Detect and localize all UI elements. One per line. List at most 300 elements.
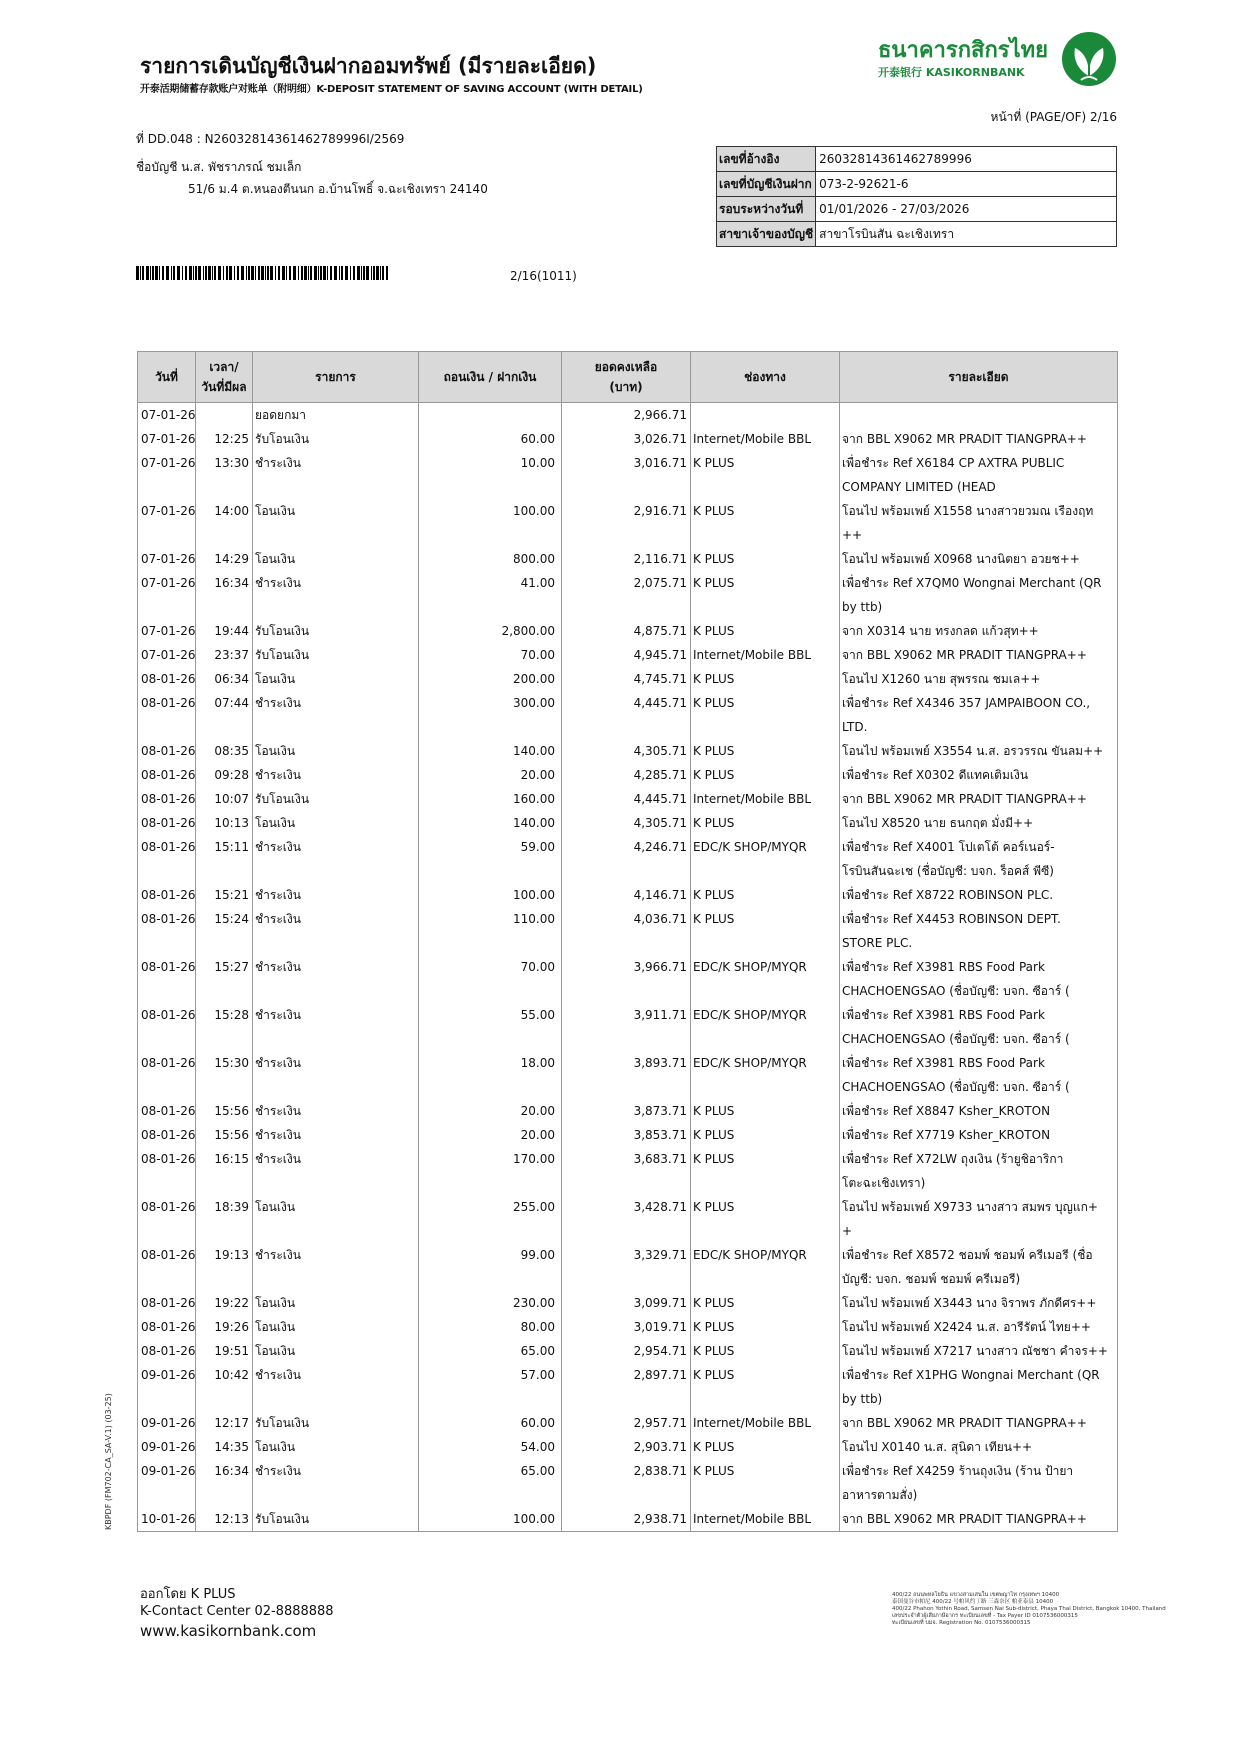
cell-type: รับโอนเงิน [253,1411,419,1435]
cell-channel: K PLUS [691,499,840,547]
cell-date: 08-01-26 [138,883,196,907]
cell-balance: 3,016.71 [562,451,691,499]
barcode-bar [327,266,328,280]
cell-balance: 2,954.71 [562,1339,691,1363]
cell-channel: K PLUS [691,1195,840,1243]
cell-type: โอนเงิน [253,739,419,763]
cell-type: รับโอนเงิน [253,787,419,811]
cell-detail: จาก BBL X9062 MR PRADIT TIANGPRA++ [840,1411,1118,1435]
cell-time: 18:39 [196,1195,253,1243]
cell-balance: 4,305.71 [562,811,691,835]
cell-balance: 4,246.71 [562,835,691,883]
cell-channel: K PLUS [691,811,840,835]
cell-amount: 70.00 [419,643,562,667]
barcode-bar [212,266,213,280]
cell-balance: 4,445.71 [562,787,691,811]
info-label: สาขาเจ้าของบัญชี [717,222,816,247]
table-row [138,907,1118,955]
info-label: เลขที่บัญชีเงินฝาก [717,172,816,197]
contact-center: K-Contact Center 02-8888888 [140,1604,334,1619]
cell-time: 19:13 [196,1243,253,1291]
cell-amount: 59.00 [419,835,562,883]
cell-detail: เพื่อชำระ Ref X7QM0 Wongnai Merchant (QR by ttb) [840,571,1118,619]
barcode-bar [282,266,285,280]
barcode-bar [195,266,197,280]
cell-time: 19:44 [196,619,253,643]
column-header: ช่องทาง [691,352,840,403]
cell-balance: 3,853.71 [562,1123,691,1147]
barcode-bar [218,266,221,280]
address-line: 400/22 Phahon Yothin Road, Samsen Nai Sub-district, Phaya Thai District, Bangkok 10400, Thailand [892,1606,1166,1612]
cell-time: 12:17 [196,1411,253,1435]
table-row [138,1243,1118,1291]
cell-amount: 140.00 [419,811,562,835]
barcode-bar [308,266,309,280]
cell-type: โอนเงิน [253,811,419,835]
cell-detail: โอนไป X1260 นาย สุพรรณ ชมเล++ [840,667,1118,691]
cell-detail: จาก BBL X9062 MR PRADIT TIANGPRA++ [840,1507,1118,1532]
table-row [138,1147,1118,1195]
cell-type: ชำระเงิน [253,1123,419,1147]
cell-channel: K PLUS [691,619,840,643]
barcode-bar [320,266,322,280]
info-value: สาขาโรบินสัน ฉะเชิงเทรา [816,222,1117,247]
cell-detail: เพื่อชำระ Ref X8722 ROBINSON PLC. [840,883,1118,907]
cell-channel: EDC/K SHOP/MYQR [691,835,840,883]
cell-time: 10:07 [196,787,253,811]
barcode-bar [171,266,172,280]
cell-detail: เพื่อชำระ Ref X4453 ROBINSON DEPT. STORE PLC. [840,907,1118,955]
barcode-bar [136,266,139,280]
cell-date: 08-01-26 [138,1195,196,1243]
cell-detail: เพื่อชำระ Ref X3981 RBS Food Park CHACHOENGSAO (ชื่อบัญชี: บจก. ซีอาร์ ( [840,955,1118,1003]
cell-amount: 55.00 [419,1003,562,1051]
barcode-bar [341,266,343,280]
cell-type: โอนเงิน [253,1291,419,1315]
table-row [138,1339,1118,1363]
cell-amount: 18.00 [419,1051,562,1099]
cell-balance: 3,893.71 [562,1051,691,1099]
cell-type: ชำระเงิน [253,907,419,955]
cell-channel: Internet/Mobile BBL [691,1411,840,1435]
cell-amount: 60.00 [419,1411,562,1435]
cell-amount: 65.00 [419,1459,562,1507]
cell-detail: เพื่อชำระ Ref X6184 CP AXTRA PUBLIC COMPANY LIMITED (HEAD [840,451,1118,499]
cell-amount: 255.00 [419,1195,562,1243]
barcode-bar [363,266,365,280]
cell-channel: Internet/Mobile BBL [691,787,840,811]
barcode-bar [208,266,211,280]
address-line: 400/22 ถนนพหลโยธิน แขวงสามเสนใน เขตพญาไท กรุงเทพฯ 10400 [892,1592,1060,1598]
cell-time: 10:13 [196,811,253,835]
cell-amount: 80.00 [419,1315,562,1339]
cell-date: 08-01-26 [138,691,196,739]
cell-balance: 3,428.71 [562,1195,691,1243]
kasikorn-leaf-icon [1060,30,1118,88]
address-line: 泰国曼谷市帕尼 400/22 号帕风约丁路 三森奈区 帕亚泰县 10400 [892,1599,1054,1605]
info-row [717,197,1117,222]
barcode-bar [301,266,303,280]
account-name: ชื่อบัญชี น.ส. พัชราภรณ์ ชมเล็ก [136,160,302,174]
barcode-bar [241,266,244,280]
cell-channel: K PLUS [691,907,840,955]
cell-date: 08-01-26 [138,955,196,1003]
barcode-bar [159,266,160,280]
cell-amount: 57.00 [419,1363,562,1411]
cell-detail: จาก X0314 นาย ทรงกลด แก้วสุท++ [840,619,1118,643]
cell-time: 15:56 [196,1099,253,1123]
cell-detail: โอนไป X0140 น.ส. สุนิดา เทียน++ [840,1435,1118,1459]
barcode-bar [205,266,207,280]
cell-date: 09-01-26 [138,1459,196,1507]
barcode-bar [345,266,348,280]
cell-date: 08-01-26 [138,1147,196,1195]
table-row [138,1435,1118,1459]
cell-balance: 2,116.71 [562,547,691,571]
cell-amount: 110.00 [419,907,562,955]
cell-amount: 800.00 [419,547,562,571]
table-row [138,547,1118,571]
barcode-bar [177,266,180,280]
barcode-bar [248,266,250,280]
cell-detail: โอนไป พร้อมเพย์ X3443 นาง จิราพร ภักดีศร++ [840,1291,1118,1315]
cell-time: 09:28 [196,763,253,787]
cell-channel: K PLUS [691,571,840,619]
cell-detail: โอนไป พร้อมเพย์ X2424 น.ส. อารีรัตน์ ไทย++ [840,1315,1118,1339]
table-row [138,763,1118,787]
info-value: 073-2-92621-6 [816,172,1117,197]
cell-channel: Internet/Mobile BBL [691,427,840,451]
cell-channel: K PLUS [691,1123,840,1147]
cell-time: 06:34 [196,667,253,691]
cell-date: 08-01-26 [138,835,196,883]
cell-channel: K PLUS [691,739,840,763]
cell-date: 07-01-26 [138,571,196,619]
barcode-bar [366,266,369,280]
cell-channel: K PLUS [691,763,840,787]
barcode-bar [185,266,187,280]
cell-balance: 3,911.71 [562,1003,691,1051]
cell-balance: 2,957.71 [562,1411,691,1435]
cell-detail: เพื่อชำระ Ref X4259 ร้านถุงเงิน (ร้าน ป้ายา อาหารตามสั่ง) [840,1459,1118,1507]
column-header: ยอดคงเหลือ (บาท) [562,352,691,403]
cell-balance: 2,903.71 [562,1435,691,1459]
cell-detail: โอนไป พร้อมเพย์ X9733 นางสาว สมพร บุญแก+ + [840,1195,1118,1243]
cell-date: 08-01-26 [138,1003,196,1051]
barcode-bar [214,266,216,280]
cell-type: โอนเงิน [253,1339,419,1363]
cell-time: 15:27 [196,955,253,1003]
cell-type: ชำระเงิน [253,571,419,619]
cell-type: ชำระเงิน [253,955,419,1003]
cell-balance: 3,019.71 [562,1315,691,1339]
table-row [138,667,1118,691]
barcode-bar [229,266,232,280]
cell-date: 07-01-26 [138,451,196,499]
cell-channel: K PLUS [691,547,840,571]
table-row [138,1291,1118,1315]
cell-time: 12:13 [196,1507,253,1532]
footer-issuer [140,1586,334,1640]
barcode-bar [353,266,355,280]
table-row [138,1123,1118,1147]
column-header: เวลา/ วันที่มีผล [196,352,253,403]
cell-date: 08-01-26 [138,1339,196,1363]
cell-type: ชำระเงิน [253,1363,419,1411]
table-row [138,1363,1118,1411]
info-label: รอบระหว่างวันที่ [717,197,816,222]
info-label: เลขที่อ้างอิง [717,147,816,172]
barcode-text: 2/16(1011) [510,269,577,283]
cell-type: โอนเงิน [253,1195,419,1243]
cell-date: 08-01-26 [138,1315,196,1339]
barcode-bar [371,266,372,280]
cell-balance: 2,938.71 [562,1507,691,1532]
cell-detail: โอนไป พร้อมเพย์ X0968 นางนิตยา อวยช++ [840,547,1118,571]
cell-balance: 2,838.71 [562,1459,691,1507]
cell-channel: EDC/K SHOP/MYQR [691,1003,840,1051]
barcode-bar [258,266,260,280]
cell-amount: 100.00 [419,883,562,907]
cell-balance: 3,683.71 [562,1147,691,1195]
cell-channel: EDC/K SHOP/MYQR [691,1243,840,1291]
cell-channel: K PLUS [691,1363,840,1411]
cell-date: 08-01-26 [138,811,196,835]
barcode-bar [246,266,247,280]
address-line: ทะเบียนเลขที่ บมจ. Registration No. 0107536000315 [892,1620,1031,1626]
barcode-bar [386,266,388,280]
table-row [138,403,1118,428]
cell-balance: 2,075.71 [562,571,691,619]
cell-detail: เพื่อชำระ Ref X72LW ถุงเงิน (ร้ายูชิอาริกา โตะฉะเชิงเทรา) [840,1147,1118,1195]
cell-date: 08-01-26 [138,667,196,691]
cell-type: ยอดยกมา [253,403,419,428]
cell-date: 08-01-26 [138,1051,196,1099]
barcode-bar [173,266,175,280]
cell-type: ชำระเงิน [253,1003,419,1051]
table-row [138,1411,1118,1435]
barcode-bar [166,266,169,280]
cell-time: 16:34 [196,1459,253,1507]
cell-amount: 2,800.00 [419,619,562,643]
barcode-bar [140,266,141,280]
cell-detail: เพื่อชำระ Ref X3981 RBS Food Park CHACHOENGSAO (ชื่อบัญชี: บจก. ซีอาร์ ( [840,1051,1118,1099]
info-value: 260328143614627899​96 [816,147,1117,172]
cell-balance: 2,966.71 [562,403,691,428]
cell-time: 15:11 [196,835,253,883]
barcode-bar [261,266,264,280]
table-row [138,787,1118,811]
cell-time: 15:24 [196,907,253,955]
table-row [138,1507,1118,1532]
cell-time: 14:00 [196,499,253,547]
cell-channel: EDC/K SHOP/MYQR [691,955,840,1003]
barcode-bar [189,266,192,280]
cell-detail: เพื่อชำระ Ref X3981 RBS Food Park CHACHOENGSAO (ชื่อบัญชี: บจก. ซีอาร์ ( [840,1003,1118,1051]
barcode-bar [234,266,235,280]
cell-amount: 60.00 [419,427,562,451]
cell-balance: 4,036.71 [562,907,691,955]
cell-time: 07:44 [196,691,253,739]
barcode-bar [310,266,312,280]
barcode-bar [289,266,291,280]
issued-by: ออกโดย K PLUS [140,1587,236,1602]
cell-date: 07-01-26 [138,643,196,667]
cell-date: 07-01-26 [138,427,196,451]
bank-address [892,1592,1166,1627]
barcode-bar [298,266,299,280]
cell-time: 15:21 [196,883,253,907]
cell-time: 19:51 [196,1339,253,1363]
bank-name-th: ธนาคารกสิกรไทย [878,38,1049,63]
cell-amount [419,403,562,428]
cell-amount: 230.00 [419,1291,562,1315]
barcode-bar [193,266,194,280]
cell-type: ชำระเงิน [253,1147,419,1195]
cell-time: 15:56 [196,1123,253,1147]
barcode-bar [376,266,379,280]
address-line: เลขประจำตัวผู้เสียภาษีอากร ทะเบียนเลขที่ - Tax Payer ID 0107536000315 [892,1613,1078,1619]
cell-time: 10:42 [196,1363,253,1411]
cell-type: โอนเงิน [253,1435,419,1459]
cell-amount: 300.00 [419,691,562,739]
table-row [138,1315,1118,1339]
barcode-bar [357,266,360,280]
cell-channel: Internet/Mobile BBL [691,643,840,667]
table-row [138,1459,1118,1507]
barcode-bar [198,266,201,280]
cell-type: โอนเงิน [253,1315,419,1339]
cell-detail: จาก BBL X9062 MR PRADIT TIANGPRA++ [840,643,1118,667]
cell-type: ชำระเงิน [253,1243,419,1291]
bank-url[interactable]: www.kasikornbank.com [140,1622,317,1640]
barcode-bar [334,266,337,280]
cell-time: 16:34 [196,571,253,619]
barcode-bar [361,266,362,280]
cell-balance: 4,945.71 [562,643,691,667]
barcode-bar [267,266,269,280]
barcode-bar [382,266,384,280]
info-value: 01/01/2026 - 27/03/2026 [816,197,1117,222]
cell-balance: 3,099.71 [562,1291,691,1315]
cell-detail: เพื่อชำระ Ref X8847 Ksher_KROTON [840,1099,1118,1123]
cell-type: ชำระเงิน [253,883,419,907]
cell-date: 07-01-26 [138,403,196,428]
table-row [138,499,1118,547]
cell-time: 15:28 [196,1003,253,1051]
barcode-bar [146,266,149,280]
table-row [138,1051,1118,1099]
cell-date: 08-01-26 [138,787,196,811]
cell-detail: โอนไป พร้อมเพย์ X3554 น.ส. อรวรรณ ขันลม++ [840,739,1118,763]
cell-channel: Internet/Mobile BBL [691,1507,840,1532]
barcode-bar [350,266,351,280]
column-header: ถอนเงิน / ฝากเงิน [419,352,562,403]
barcode-bar [339,266,340,280]
cell-balance: 3,026.71 [562,427,691,451]
cell-amount: 20.00 [419,1099,562,1123]
cell-date: 08-01-26 [138,907,196,955]
cell-balance: 3,873.71 [562,1099,691,1123]
barcode-bar [203,266,204,280]
cell-amount: 99.00 [419,1243,562,1291]
statement-title: รายการเดินบัญชีเงินฝากออมทรัพย์ (มีรายละเอียด) [140,54,597,78]
cell-balance: 4,285.71 [562,763,691,787]
table-row [138,1195,1118,1243]
cell-channel: K PLUS [691,1147,840,1195]
info-row [717,222,1117,247]
cell-date: 08-01-26 [138,1243,196,1291]
cell-time [196,403,253,428]
transaction-table [137,351,1118,1532]
cell-detail [840,403,1118,428]
barcode-bar [323,266,326,280]
barcode-bar [330,266,332,280]
cell-detail: เพื่อชำระ Ref X8572 ชอมพ์ ชอมพ์ ครีเมอรี (ชื่อ บัญชี: บจก. ชอมพ์ ชอมพ์ ครีเมอรี) [840,1243,1118,1291]
cell-channel: K PLUS [691,1315,840,1339]
barcode-bar [265,266,266,280]
cell-balance: 2,916.71 [562,499,691,547]
cell-balance: 4,875.71 [562,619,691,643]
cell-amount: 54.00 [419,1435,562,1459]
cell-type: โอนเงิน [253,499,419,547]
cell-detail: เพื่อชำระ Ref X4001 โปเตโต้ คอร์เนอร์- โรบินสันฉะเช (ชื่อบัญชี: บจก. ร็อคส์ พีซี) [840,835,1118,883]
cell-type: รับโอนเงิน [253,427,419,451]
cell-balance: 4,445.71 [562,691,691,739]
cell-amount: 41.00 [419,571,562,619]
cell-time: 16:15 [196,1147,253,1195]
cell-amount: 100.00 [419,1507,562,1532]
table-row [138,883,1118,907]
info-row [717,147,1117,172]
cell-channel: EDC/K SHOP/MYQR [691,1051,840,1099]
cell-channel: K PLUS [691,691,840,739]
cell-channel: K PLUS [691,1291,840,1315]
cell-type: โอนเงิน [253,547,419,571]
table-row [138,619,1118,643]
table-row [138,955,1118,1003]
column-header: รายละเอียด [840,352,1118,403]
barcode [136,266,388,280]
table-row [138,811,1118,835]
table-row [138,691,1118,739]
cell-date: 09-01-26 [138,1435,196,1459]
cell-channel: K PLUS [691,451,840,499]
cell-type: ชำระเงิน [253,1099,419,1123]
table-row [138,835,1118,883]
cell-balance: 4,146.71 [562,883,691,907]
barcode-bar [150,266,151,280]
cell-balance: 4,745.71 [562,667,691,691]
cell-channel: K PLUS [691,1099,840,1123]
barcode-bar [182,266,183,280]
cell-detail: เพื่อชำระ Ref X7719 Ksher_KROTON [840,1123,1118,1147]
table-row [138,1003,1118,1051]
cell-date: 08-01-26 [138,1291,196,1315]
cell-date: 07-01-26 [138,547,196,571]
column-header: รายการ [253,352,419,403]
barcode-bar [373,266,375,280]
cell-time: 13:30 [196,451,253,499]
barcode-bar [318,266,319,280]
cell-type: ชำระเงิน [253,691,419,739]
table-row [138,571,1118,619]
barcode-bar [152,266,154,280]
statement-subtitle: 开泰活期储蓄存款账户对账单（附明细）K-DEPOSIT STATEMENT OF SAVING ACCOUNT (WITH DETAIL) [140,84,643,95]
cell-detail: โอนไป พร้อมเพย์ X1558 นางสาวยวมณ เรืองฤท ++ [840,499,1118,547]
barcode-bar [237,266,239,280]
info-row [717,172,1117,197]
